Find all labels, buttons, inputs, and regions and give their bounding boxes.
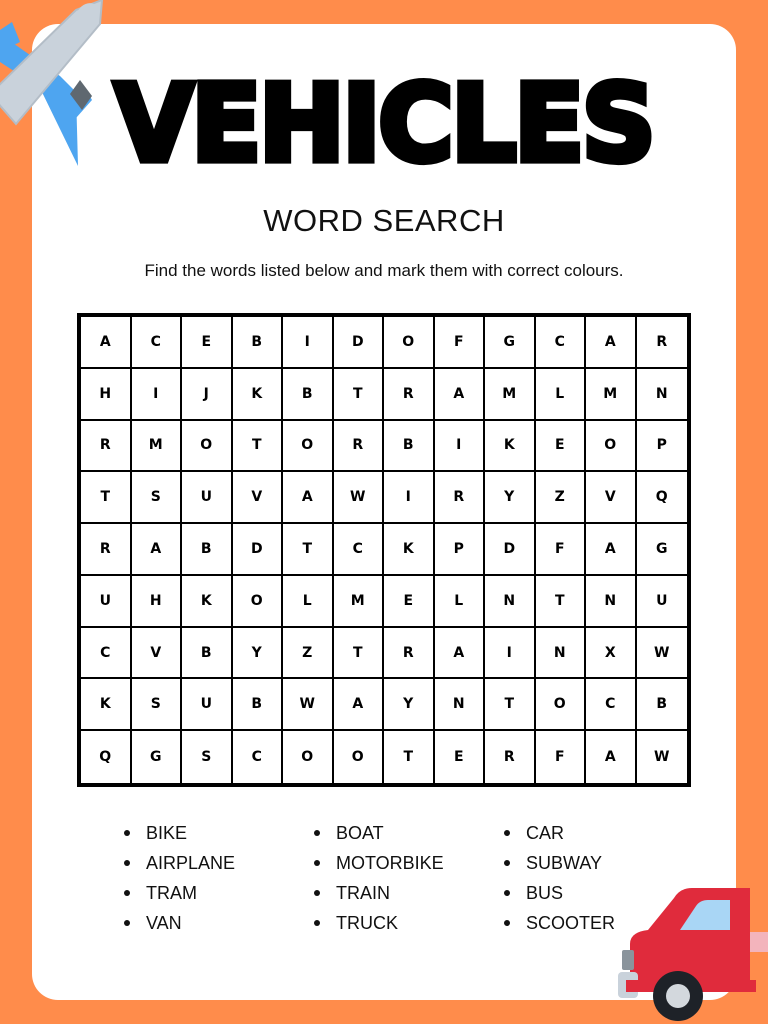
grid-cell[interactable]: A — [81, 317, 132, 369]
grid-cell[interactable]: A — [586, 524, 637, 576]
grid-cell[interactable]: E — [435, 731, 486, 783]
word-label: MOTORBIKE — [336, 852, 444, 873]
grid-cell[interactable]: O — [384, 317, 435, 369]
grid-cell[interactable]: F — [536, 524, 587, 576]
grid-cell[interactable]: I — [485, 628, 536, 680]
grid-cell[interactable]: J — [182, 369, 233, 421]
word-list-item — [124, 878, 314, 908]
grid-cell[interactable]: T — [384, 731, 435, 783]
grid-cell[interactable]: A — [586, 317, 637, 369]
word-label: TRUCK — [336, 912, 398, 933]
grid-cell[interactable]: M — [586, 369, 637, 421]
grid-cell[interactable]: T — [81, 472, 132, 524]
grid-cell[interactable]: E — [384, 576, 435, 628]
word-label: BIKE — [146, 822, 188, 843]
grid-cell[interactable]: N — [485, 576, 536, 628]
grid-cell[interactable]: T — [536, 576, 587, 628]
grid-cell[interactable]: I — [283, 317, 334, 369]
grid-cell[interactable]: R — [81, 524, 132, 576]
word-list-item — [314, 908, 504, 938]
grid-cell[interactable]: U — [182, 472, 233, 524]
grid-cell[interactable]: Q — [81, 731, 132, 783]
grid-cell[interactable]: V — [586, 472, 637, 524]
word-label: BUS — [526, 882, 564, 903]
grid-cell[interactable]: B — [637, 679, 688, 731]
grid-cell[interactable]: Y — [384, 679, 435, 731]
grid-cell[interactable]: D — [334, 317, 385, 369]
bullet-icon — [504, 920, 510, 926]
bullet-icon — [504, 860, 510, 866]
grid-cell[interactable]: H — [81, 369, 132, 421]
grid-cell[interactable]: N — [637, 369, 688, 421]
grid-cell[interactable]: U — [637, 576, 688, 628]
grid-cell[interactable]: I — [435, 421, 486, 473]
word-label: SCOOTER — [526, 912, 616, 933]
grid-cell[interactable]: A — [132, 524, 183, 576]
grid-cell[interactable]: B — [182, 524, 233, 576]
grid-cell[interactable]: B — [384, 421, 435, 473]
word-list-item — [504, 818, 684, 848]
word-label: BOAT — [336, 822, 384, 843]
grid-cell[interactable]: A — [334, 679, 385, 731]
grid-cell[interactable]: C — [586, 679, 637, 731]
word-label: VAN — [146, 912, 182, 933]
grid-cell[interactable]: K — [485, 421, 536, 473]
grid-cell[interactable]: C — [233, 731, 284, 783]
grid-cell[interactable]: R — [485, 731, 536, 783]
grid-cell[interactable]: X — [586, 628, 637, 680]
word-label: TRAM — [146, 882, 197, 903]
page-subtitle: WORD SEARCH — [263, 203, 505, 238]
bullet-icon — [124, 890, 130, 896]
grid-cell[interactable]: Z — [283, 628, 334, 680]
word-label: SUBWAY — [526, 852, 603, 873]
grid-cell[interactable]: O — [283, 731, 334, 783]
grid-cell[interactable]: C — [81, 628, 132, 680]
grid-cell[interactable]: G — [637, 524, 688, 576]
grid-cell[interactable]: P — [435, 524, 486, 576]
grid-cell[interactable]: Y — [233, 628, 284, 680]
grid-cell[interactable]: C — [334, 524, 385, 576]
grid-cell[interactable]: N — [586, 576, 637, 628]
grid-cell[interactable]: C — [536, 317, 587, 369]
grid-cell[interactable]: L — [283, 576, 334, 628]
word-label: CAR — [526, 822, 565, 843]
grid-cell[interactable]: F — [435, 317, 486, 369]
grid-cell[interactable]: A — [586, 731, 637, 783]
bullet-icon — [314, 830, 320, 836]
grid-cell[interactable]: M — [132, 421, 183, 473]
grid-cell[interactable]: G — [132, 731, 183, 783]
instructions-text: Find the words listed below and mark them with correct colours. — [144, 261, 624, 280]
grid-cell[interactable]: L — [435, 576, 486, 628]
truck-icon — [618, 884, 768, 1024]
word-list-item — [314, 818, 504, 848]
grid-cell[interactable]: C — [132, 317, 183, 369]
grid-cell[interactable]: W — [637, 628, 688, 680]
word-list-item — [124, 818, 314, 848]
grid-cell[interactable]: E — [536, 421, 587, 473]
grid-cell[interactable]: R — [435, 472, 486, 524]
grid-cell[interactable]: O — [182, 421, 233, 473]
word-list-item — [124, 848, 314, 878]
bullet-icon — [504, 830, 510, 836]
grid-cell[interactable]: D — [485, 524, 536, 576]
grid-cell[interactable]: D — [233, 524, 284, 576]
word-search-grid — [77, 313, 691, 787]
grid-cell[interactable]: R — [384, 369, 435, 421]
grid-cell[interactable]: R — [637, 317, 688, 369]
grid-cell[interactable]: O — [536, 679, 587, 731]
word-list-item — [504, 848, 684, 878]
grid-cell[interactable]: O — [283, 421, 334, 473]
word-list-item — [314, 848, 504, 878]
grid-cell[interactable]: B — [182, 628, 233, 680]
page-title: VEHICLES — [114, 63, 654, 186]
grid-cell[interactable]: R — [384, 628, 435, 680]
grid-cell[interactable]: K — [182, 576, 233, 628]
bullet-icon — [314, 860, 320, 866]
grid-cell[interactable]: Z — [536, 472, 587, 524]
grid-cell[interactable]: U — [182, 679, 233, 731]
bullet-icon — [314, 890, 320, 896]
grid-cell[interactable]: R — [334, 421, 385, 473]
grid-cell[interactable]: S — [132, 472, 183, 524]
bullet-icon — [504, 890, 510, 896]
grid-cell[interactable]: T — [334, 628, 385, 680]
grid-cell[interactable]: G — [485, 317, 536, 369]
grid-cell[interactable]: I — [132, 369, 183, 421]
grid-cell[interactable]: U — [81, 576, 132, 628]
grid-cell[interactable]: O — [233, 576, 284, 628]
grid-cell[interactable]: Q — [637, 472, 688, 524]
grid-cell[interactable]: R — [81, 421, 132, 473]
grid-cell[interactable]: T — [334, 369, 385, 421]
grid-cell[interactable]: O — [586, 421, 637, 473]
grid-cell[interactable]: M — [485, 369, 536, 421]
grid-cell[interactable]: B — [283, 369, 334, 421]
grid-cell[interactable]: M — [334, 576, 385, 628]
grid-cell[interactable]: S — [132, 679, 183, 731]
grid-cell[interactable]: E — [182, 317, 233, 369]
grid-cell[interactable]: N — [536, 628, 587, 680]
bullet-icon — [314, 920, 320, 926]
grid-cell[interactable]: B — [233, 317, 284, 369]
grid-cell[interactable]: N — [435, 679, 486, 731]
grid-cell[interactable]: P — [637, 421, 688, 473]
bullet-icon — [124, 860, 130, 866]
grid-cell[interactable]: V — [132, 628, 183, 680]
grid-cell[interactable]: W — [334, 472, 385, 524]
grid-cell[interactable]: B — [233, 679, 284, 731]
grid-cell[interactable]: O — [334, 731, 385, 783]
grid-cell[interactable]: A — [435, 628, 486, 680]
grid-cell[interactable]: F — [536, 731, 587, 783]
word-label: AIRPLANE — [146, 852, 236, 873]
grid-cell[interactable]: S — [182, 731, 233, 783]
grid-cell[interactable]: T — [283, 524, 334, 576]
grid-cell[interactable]: W — [654, 749, 670, 766]
grid-cell[interactable]: K — [233, 369, 284, 421]
grid-cell[interactable]: V — [233, 472, 284, 524]
grid-cell[interactable]: K — [384, 524, 435, 576]
bullet-icon — [124, 830, 130, 836]
grid-cell[interactable]: W — [283, 679, 334, 731]
bullet-icon — [124, 920, 130, 926]
word-list — [124, 818, 684, 938]
grid-cell[interactable]: I — [384, 472, 435, 524]
grid-cell[interactable]: A — [435, 369, 486, 421]
grid-cell[interactable]: H — [132, 576, 183, 628]
grid-cell[interactable]: Y — [485, 472, 536, 524]
word-list-item — [314, 878, 504, 908]
word-label: TRAIN — [336, 882, 390, 903]
word-list-item — [124, 908, 314, 938]
grid-cell[interactable]: L — [536, 369, 587, 421]
grid-cell[interactable]: T — [485, 679, 536, 731]
grid-cell[interactable]: K — [81, 679, 132, 731]
grid-cell[interactable]: A — [283, 472, 334, 524]
grid-cell[interactable]: T — [233, 421, 284, 473]
